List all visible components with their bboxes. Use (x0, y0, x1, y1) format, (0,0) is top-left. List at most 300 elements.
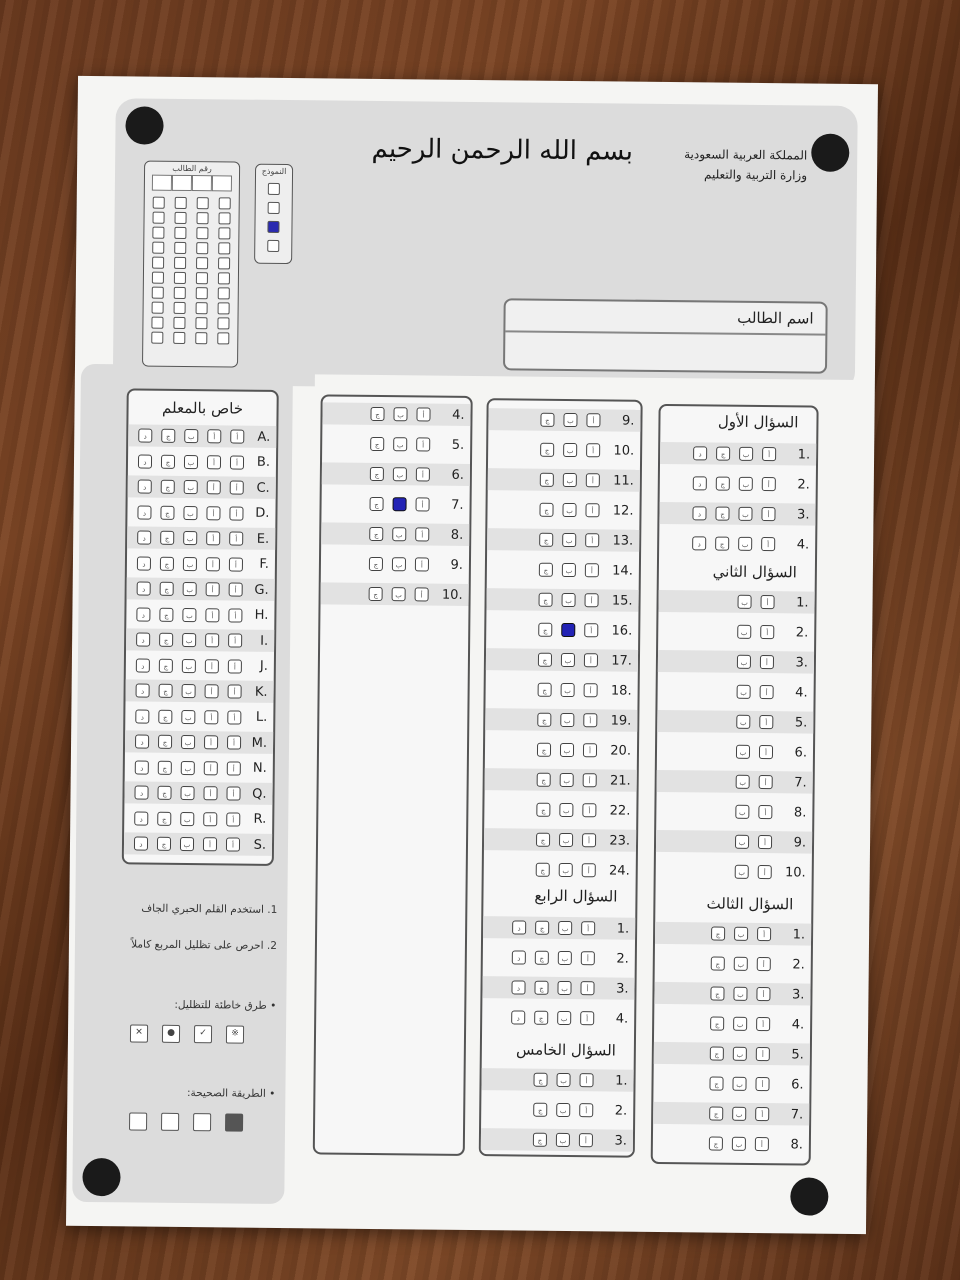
answer-bubble[interactable]: ب (180, 786, 194, 800)
id-digit-bubble[interactable] (152, 287, 164, 299)
answer-bubble[interactable]: ب (737, 625, 751, 639)
answer-bubble[interactable]: ب (559, 803, 573, 817)
id-digit-bubble[interactable] (173, 317, 185, 329)
id-digit-bubble[interactable] (218, 257, 230, 269)
answer-bubble[interactable]: ب (562, 563, 576, 577)
answer-bubble[interactable]: د (137, 505, 151, 519)
answer-bubble[interactable]: ج (370, 467, 384, 481)
answer-bubble[interactable]: ب (183, 531, 197, 545)
answer-bubble[interactable]: د (136, 683, 150, 697)
answer-bubble[interactable]: أ (584, 623, 598, 637)
answer-bubble[interactable]: د (134, 785, 148, 799)
answer-bubble[interactable]: ج (710, 1017, 724, 1031)
answer-bubble[interactable]: أ (584, 653, 598, 667)
answer-row (483, 946, 635, 970)
answer-bubble[interactable]: أ (204, 735, 218, 749)
answer-bubble[interactable]: أ (416, 497, 430, 511)
id-digit-bubble[interactable] (218, 242, 230, 254)
answer-bubble[interactable]: د (136, 607, 150, 621)
answer-bubble[interactable]: ب (556, 1073, 570, 1087)
answer-bubble[interactable]: أ (203, 812, 217, 826)
answer-bubble[interactable]: ب (556, 1103, 570, 1117)
answer-bubble[interactable]: ب (560, 743, 574, 757)
id-digit-bubble[interactable] (152, 227, 164, 239)
answer-bubble[interactable]: ج (711, 927, 725, 941)
answer-bubble[interactable]: أ (756, 987, 770, 1001)
answer-bubble[interactable]: ب (393, 407, 407, 421)
answer-bubble[interactable]: د (511, 980, 525, 994)
answer-bubble[interactable]: ج (369, 527, 383, 541)
id-digit-bubble[interactable] (217, 317, 229, 329)
answer-bubble[interactable]: ج (538, 653, 552, 667)
answer-bubble[interactable]: أ (583, 713, 597, 727)
answer-bubble[interactable]: د (693, 476, 707, 490)
answer-bubble[interactable]: أ (415, 587, 429, 601)
answer-bubble[interactable]: أ (755, 1107, 769, 1121)
model-bubble[interactable] (267, 240, 279, 252)
id-digit-bubble[interactable] (174, 272, 186, 284)
answer-bubble[interactable]: ب (392, 587, 406, 601)
answer-bubble[interactable]: أ (760, 595, 774, 609)
answer-bubble[interactable]: ج (369, 587, 383, 601)
answer-bubble-filled[interactable] (561, 623, 575, 637)
id-digit-bubble[interactable] (195, 332, 207, 344)
answer-bubble[interactable]: ب (557, 981, 571, 995)
answer-row (321, 582, 469, 606)
answer-bubble[interactable]: ب (736, 775, 750, 789)
answer-bubble[interactable]: أ (759, 775, 773, 789)
answer-bubble[interactable]: د (512, 950, 526, 964)
answer-bubble[interactable]: د (692, 536, 706, 550)
answer-bubble[interactable]: ب (561, 683, 575, 697)
answer-bubble[interactable]: ب (393, 467, 407, 481)
answer-bubble[interactable]: ج (369, 557, 383, 571)
answer-bubble[interactable]: ج (710, 987, 724, 1001)
answer-bubble[interactable]: ج (159, 658, 173, 672)
id-digit-bubble[interactable] (174, 257, 186, 269)
id-digit-bubble[interactable] (196, 242, 208, 254)
answer-bubble[interactable]: أ (205, 608, 219, 622)
answer-bubble[interactable]: أ (205, 659, 219, 673)
student-id-cells[interactable] (145, 175, 239, 192)
id-digit-bubble[interactable] (196, 272, 208, 284)
answer-bubble[interactable]: أ (585, 503, 599, 517)
answer-bubble[interactable]: ج (716, 477, 730, 491)
answer-bubble[interactable]: د (138, 454, 152, 468)
answer-bubble[interactable]: أ (228, 684, 242, 698)
answer-bubble[interactable]: أ (758, 805, 772, 819)
answer-bubble[interactable]: أ (580, 981, 594, 995)
answer-bubble[interactable]: ج (158, 760, 172, 774)
answer-bubble[interactable]: د (135, 734, 149, 748)
teacher-row-label: S. (253, 837, 267, 853)
answer-bubble[interactable]: أ (204, 761, 218, 775)
answer-bubble[interactable]: ب (735, 865, 749, 879)
question-number: 10. (441, 587, 463, 603)
answer-bubble[interactable]: د (137, 556, 151, 570)
registration-mark (811, 134, 849, 172)
answer-bubble[interactable]: أ (585, 533, 599, 547)
answer-bubble[interactable]: أ (579, 1073, 593, 1087)
answer-bubble[interactable]: ج (159, 684, 173, 698)
id-digit-bubble[interactable] (196, 212, 208, 224)
id-digit-bubble[interactable] (174, 242, 186, 254)
id-digit-bubble[interactable] (151, 317, 163, 329)
answer-bubble[interactable]: ج (533, 1103, 547, 1117)
id-digit-bubble[interactable] (152, 257, 164, 269)
id-digit-bubble[interactable] (151, 332, 163, 344)
answer-bubble[interactable]: أ (760, 655, 774, 669)
answer-bubble[interactable]: أ (579, 1103, 593, 1117)
answer-bubble[interactable]: ب (559, 833, 573, 847)
id-digit-bubble[interactable] (196, 302, 208, 314)
answer-bubble[interactable]: أ (579, 1133, 593, 1147)
answer-bubble[interactable]: أ (226, 786, 240, 800)
answer-bubble[interactable]: أ (757, 957, 771, 971)
answer-bubble[interactable]: ب (559, 863, 573, 877)
answer-bubble[interactable]: ج (538, 623, 552, 637)
answer-bubble[interactable]: أ (580, 1011, 594, 1025)
answer-bubble[interactable]: ب (732, 1137, 746, 1151)
answer-bubble[interactable]: ج (538, 683, 552, 697)
answer-bubble[interactable]: أ (584, 683, 598, 697)
answer-bubble[interactable]: ب (738, 537, 752, 551)
answer-bubble[interactable]: ج (536, 803, 550, 817)
answer-bubble[interactable]: أ (229, 582, 243, 596)
answer-bubble[interactable]: د (138, 428, 152, 442)
answer-bubble[interactable]: ب (182, 633, 196, 647)
answer-bubble[interactable]: ب (560, 713, 574, 727)
answer-bubble[interactable]: أ (206, 531, 220, 545)
id-digit-bubble[interactable] (152, 302, 164, 314)
answer-bubble[interactable]: ب (393, 437, 407, 451)
id-digit-bubble[interactable] (152, 242, 164, 254)
answer-bubble[interactable]: ب (184, 429, 198, 443)
answer-bubble[interactable]: د (512, 920, 526, 934)
answer-bubble[interactable]: ج (709, 1077, 723, 1091)
answer-bubble[interactable]: أ (583, 773, 597, 787)
answer-bubble[interactable]: ج (157, 837, 171, 851)
answer-bubble[interactable]: ج (536, 833, 550, 847)
id-digit-bubble[interactable] (152, 272, 164, 284)
answer-bubble[interactable]: ب (733, 1017, 747, 1031)
answer-bubble[interactable]: أ (228, 659, 242, 673)
id-digit-bubble[interactable] (218, 212, 230, 224)
id-digit-bubble[interactable] (174, 212, 186, 224)
answer-bubble[interactable]: ب (182, 684, 196, 698)
answer-bubble[interactable]: ج (370, 437, 384, 451)
answer-bubble[interactable]: ج (716, 447, 730, 461)
model-bubble-filled[interactable] (267, 221, 279, 233)
answer-bubble[interactable]: ب (732, 1077, 746, 1091)
id-digit-bubble[interactable] (153, 197, 165, 209)
answer-bubble[interactable]: ج (715, 537, 729, 551)
answer-bubble[interactable]: أ (756, 1047, 770, 1061)
answer-bubble[interactable]: ب (562, 533, 576, 547)
answer-bubble[interactable]: أ (581, 921, 595, 935)
answer-bubble[interactable]: أ (581, 951, 595, 965)
id-digit-bubble[interactable] (152, 212, 164, 224)
id-digit-bubble[interactable] (173, 332, 185, 344)
answer-bubble[interactable]: ج (537, 713, 551, 727)
answer-bubble[interactable]: د (693, 446, 707, 460)
id-digit-bubble[interactable] (196, 227, 208, 239)
answer-bubble[interactable]: ب (562, 593, 576, 607)
answer-bubble[interactable]: ب (561, 653, 575, 667)
answer-bubble[interactable]: د (136, 632, 150, 646)
answer-bubble[interactable]: أ (756, 1017, 770, 1031)
answer-bubble[interactable]: أ (228, 608, 242, 622)
answer-bubble[interactable]: ج (161, 429, 175, 443)
answer-bubble[interactable]: أ (229, 557, 243, 571)
answer-bubble[interactable]: ب (180, 837, 194, 851)
answer-bubble[interactable]: د (692, 506, 706, 520)
answer-bubble[interactable]: ج (159, 607, 173, 621)
id-digit-bubble[interactable] (175, 197, 187, 209)
answer-bubble[interactable]: أ (761, 537, 775, 551)
answer-bubble[interactable]: ج (370, 497, 384, 511)
answer-bubble[interactable]: ب (392, 527, 406, 541)
answer-bubble[interactable]: أ (229, 506, 243, 520)
answer-bubble[interactable]: ج (161, 454, 175, 468)
answer-bubble[interactable]: أ (228, 633, 242, 647)
model-bubble[interactable] (268, 183, 280, 195)
answer-bubble[interactable]: ج (370, 407, 384, 421)
answer-bubble[interactable]: ب (183, 556, 197, 570)
id-digit-bubble[interactable] (219, 197, 231, 209)
answer-bubble[interactable]: أ (755, 1077, 769, 1091)
student-id-bubbles[interactable] (143, 197, 239, 345)
answer-bubble[interactable]: أ (205, 684, 219, 698)
answer-bubble[interactable]: أ (583, 743, 597, 757)
answer-bubble[interactable]: د (137, 530, 151, 544)
answer-bubble[interactable]: أ (230, 480, 244, 494)
model-bubble[interactable] (268, 202, 280, 214)
answer-bubble[interactable]: أ (760, 685, 774, 699)
answer-bubble[interactable]: ب (733, 1047, 747, 1061)
answer-bubble[interactable]: ب (560, 773, 574, 787)
id-digit-bubble[interactable] (174, 302, 186, 314)
answer-bubble[interactable]: أ (755, 1137, 769, 1151)
answer-bubble[interactable]: د (134, 836, 148, 850)
answer-bubble[interactable]: ج (161, 480, 175, 494)
answer-bubble[interactable]: ج (157, 811, 171, 825)
answer-bubble[interactable]: ب (181, 735, 195, 749)
answer-bubble[interactable]: ج (534, 981, 548, 995)
answer-bubble[interactable]: ب (184, 480, 198, 494)
answer-bubble[interactable]: ج (537, 773, 551, 787)
answer-bubble[interactable]: ب (183, 582, 197, 596)
answer-bubble[interactable]: ب (739, 447, 753, 461)
answer-bubble[interactable]: ج (540, 473, 554, 487)
answer-row (654, 982, 810, 1006)
answer-bubble[interactable]: ب (736, 745, 750, 759)
answer-bubble[interactable]: ب (737, 595, 751, 609)
answer-bubble[interactable]: ج (539, 563, 553, 577)
id-digit-bubble[interactable] (174, 227, 186, 239)
answer-bubble[interactable]: ب (737, 655, 751, 669)
answer-bubble[interactable]: أ (586, 473, 600, 487)
answer-bubble[interactable]: ب (735, 835, 749, 849)
answer-bubble[interactable]: أ (585, 593, 599, 607)
question-number: 2. (792, 956, 805, 973)
answer-bubble[interactable]: ب (558, 921, 572, 935)
answer-bubble[interactable]: أ (230, 455, 244, 469)
question-number: 22. (609, 802, 631, 819)
answer-bubble[interactable]: ب (557, 1011, 571, 1025)
answer-bubble[interactable]: أ (204, 710, 218, 724)
answer-bubble[interactable]: ب (739, 477, 753, 491)
answer-bubble[interactable]: ب (182, 607, 196, 621)
answer-bubble[interactable]: ب (183, 505, 197, 519)
answer-bubble[interactable]: ب (732, 1107, 746, 1121)
answer-bubble[interactable]: ج (540, 443, 554, 457)
answer-bubble[interactable]: ج (709, 1137, 723, 1151)
answer-bubble[interactable]: ج (533, 1073, 547, 1087)
answer-bubble[interactable]: ج (537, 743, 551, 757)
answer-bubble[interactable]: ج (709, 1107, 723, 1121)
answer-bubble[interactable]: ج (158, 735, 172, 749)
answer-bubble[interactable]: د (137, 581, 151, 595)
answer-bubble[interactable]: أ (762, 477, 776, 491)
answer-bubble[interactable]: أ (758, 865, 772, 879)
answer-bubble[interactable]: ب (563, 443, 577, 457)
answer-bubble[interactable]: ب (558, 951, 572, 965)
answer-bubble[interactable]: أ (203, 837, 217, 851)
answer-bubble[interactable]: ب (181, 760, 195, 774)
answer-bubble[interactable]: ج (533, 1133, 547, 1147)
answer-bubble[interactable]: د (134, 811, 148, 825)
id-digit-bubble[interactable] (218, 272, 230, 284)
answer-column-3 (313, 394, 473, 1156)
student-name-field[interactable] (505, 332, 825, 367)
answer-bubble[interactable]: ج (534, 1011, 548, 1025)
id-digit-bubble[interactable] (197, 197, 209, 209)
answer-bubble[interactable]: أ (207, 429, 221, 443)
answer-bubble[interactable]: ج (160, 531, 174, 545)
answer-bubble[interactable]: ب (735, 805, 749, 819)
answer-bubble[interactable]: ب (737, 685, 751, 699)
answer-bubble[interactable]: أ (227, 710, 241, 724)
answer-bubble[interactable]: أ (230, 429, 244, 443)
answer-bubble[interactable]: أ (206, 506, 220, 520)
answer-bubble[interactable]: ج (539, 533, 553, 547)
answer-bubble[interactable]: أ (229, 531, 243, 545)
id-digit-bubble[interactable] (174, 287, 186, 299)
answer-bubble[interactable]: ج (711, 957, 725, 971)
answer-bubble[interactable]: ج (160, 556, 174, 570)
answer-bubble[interactable]: د (135, 760, 149, 774)
kingdom-name: المملكة العربية السعودية (684, 147, 808, 163)
answer-bubble[interactable]: أ (582, 803, 596, 817)
id-digit-bubble[interactable] (195, 317, 207, 329)
answer-bubble[interactable]: ب (182, 658, 196, 672)
answer-bubble[interactable]: أ (207, 480, 221, 494)
answer-bubble[interactable]: ب (180, 811, 194, 825)
answer-bubble[interactable]: ج (540, 413, 554, 427)
answer-bubble[interactable]: ج (536, 863, 550, 877)
answer-bubble[interactable]: ج (158, 709, 172, 723)
answer-bubble[interactable]: ب (738, 507, 752, 521)
answer-bubble[interactable]: أ (227, 735, 241, 749)
answer-bubble[interactable]: ج (160, 582, 174, 596)
answer-bubble[interactable]: أ (416, 467, 430, 481)
answer-bubble[interactable]: أ (415, 527, 429, 541)
answer-bubble[interactable]: أ (762, 447, 776, 461)
answer-bubble[interactable]: ب (734, 927, 748, 941)
id-digit-bubble[interactable] (196, 287, 208, 299)
answer-bubble[interactable]: ج (539, 503, 553, 517)
answer-bubble[interactable]: د (511, 1010, 525, 1024)
answer-bubble[interactable]: ب (181, 709, 195, 723)
answer-bubble[interactable]: د (136, 658, 150, 672)
id-digit-bubble[interactable] (218, 227, 230, 239)
answer-bubble[interactable]: أ (758, 835, 772, 849)
answer-bubble[interactable]: أ (416, 437, 430, 451)
answer-bubble[interactable]: أ (416, 407, 430, 421)
answer-bubble[interactable]: أ (205, 633, 219, 647)
answer-bubble[interactable]: ب (563, 413, 577, 427)
answer-bubble[interactable]: أ (586, 413, 600, 427)
answer-bubble[interactable]: أ (226, 837, 240, 851)
answer-bubble[interactable]: أ (415, 557, 429, 571)
answer-bubble[interactable]: ج (159, 633, 173, 647)
answer-bubble[interactable]: د (138, 479, 152, 493)
answer-bubble[interactable]: ج (535, 951, 549, 965)
answer-bubble[interactable]: ج (160, 505, 174, 519)
answer-bubble[interactable]: ج (535, 921, 549, 935)
answer-bubble[interactable]: ب (392, 557, 406, 571)
answer-bubble[interactable]: أ (760, 625, 774, 639)
answer-bubble[interactable]: ج (539, 593, 553, 607)
id-digit-bubble[interactable] (217, 332, 229, 344)
answer-bubble[interactable]: أ (585, 563, 599, 577)
id-digit-bubble[interactable] (218, 287, 230, 299)
answer-bubble[interactable]: ب (184, 454, 198, 468)
answer-bubble[interactable]: ب (734, 957, 748, 971)
answer-bubble[interactable]: أ (759, 715, 773, 729)
answer-bubble[interactable]: أ (206, 582, 220, 596)
question-number: 5. (791, 1046, 804, 1062)
answer-bubble[interactable]: أ (582, 863, 596, 877)
id-digit-bubble[interactable] (196, 257, 208, 269)
answer-bubble[interactable]: ج (157, 786, 171, 800)
answer-bubble[interactable]: ج (715, 507, 729, 521)
question-number: 4. (796, 536, 810, 553)
answer-bubble[interactable]: ج (710, 1047, 724, 1061)
answer-bubble[interactable]: أ (226, 812, 240, 826)
answer-bubble[interactable]: أ (759, 745, 773, 759)
answer-bubble[interactable]: أ (207, 455, 221, 469)
answer-bubble-filled[interactable] (393, 497, 407, 511)
answer-bubble[interactable]: أ (582, 833, 596, 847)
answer-bubble[interactable]: أ (586, 443, 600, 457)
answer-bubble[interactable]: أ (761, 507, 775, 521)
empty-bubble-icon (161, 1113, 179, 1131)
answer-bubble[interactable]: أ (757, 927, 771, 941)
answer-bubble[interactable]: أ (206, 557, 220, 571)
answer-bubble[interactable]: ب (563, 473, 577, 487)
answer-row (654, 1012, 810, 1036)
id-digit-bubble[interactable] (218, 302, 230, 314)
answer-bubble[interactable]: د (135, 709, 149, 723)
answer-bubble[interactable]: ب (562, 503, 576, 517)
answer-bubble[interactable]: أ (227, 761, 241, 775)
answer-bubble[interactable]: أ (203, 786, 217, 800)
answer-bubble[interactable]: ب (736, 715, 750, 729)
answer-bubble[interactable]: ب (556, 1133, 570, 1147)
answer-bubble[interactable]: ب (733, 987, 747, 1001)
